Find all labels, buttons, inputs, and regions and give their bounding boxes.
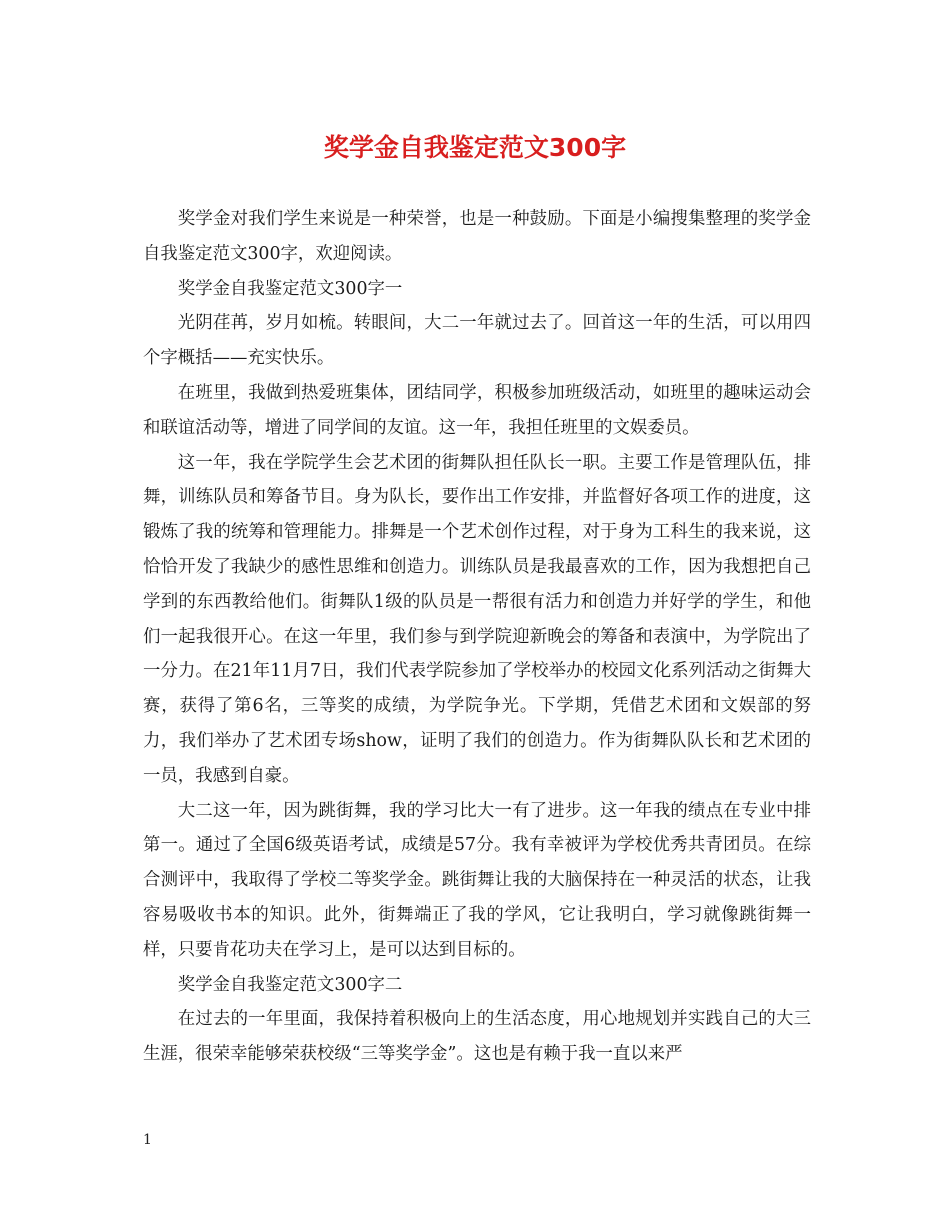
document-title: 奖学金自我鉴定范文300字 (323, 133, 627, 162)
body-paragraph: 这一年，我在学院学生会艺术团的街舞队担任队长一职。主要工作是管理队伍，排舞，训练队员和筹备节目。身为队长，要作出工作安排，并监督好各项工作的进度，这锻炼了我的统筹和管理能力。排舞是一个艺术创作过程，对于身为工科生的我来说，这恰恰开发了我缺少的感性思维和创造力。训练队员是我最喜欢的工作，因为我想把自己学到的东西教给他们。街舞队1级的队员是一帮很有活力和创造力并好学的学生，和他们一起我很开心。在这一年里，我们参与到学院迎新晚会的筹备和表演中，为学院出了一分力。在21年11月7日，我们代表学院参加了学校举办的校园文化系列活动之街舞大赛，获得了第6名，三等奖的成绩，为学院争光。下学期，凭借艺术团和文娱部的努力，我们举办了艺术团专场show，证明了我们的创造力。作为街舞队队长和艺术团的一员，我感到自豪。 (143, 452, 811, 786)
body-paragraph: 在过去的一年里面，我保持着积极向上的生活态度，用心地规划并实践自己的大三生涯，很荣幸能够荣获校级“三等奖学金”。这也是有赖于我一直以来严 (143, 1009, 811, 1065)
body-paragraph: 在班里，我做到热爱班集体，团结同学，积极参加班级活动，如班里的趣味运动会和联谊活动等，增进了同学间的友谊。这一年，我担任班里的文娱委员。 (143, 382, 811, 438)
page-number: 1 (143, 1132, 152, 1148)
section-heading-two: 奖学金自我鉴定范文300字二 (177, 974, 403, 995)
document-body (143, 202, 811, 1072)
body-paragraph: 大二这一年，因为跳街舞，我的学习比大一有了进步。这一年我的绩点在专业中排第一。通过了全国6级英语考试，成绩是57分。我有幸被评为学校优秀共青团员。在综合测评中，我取得了学校二等奖学金。跳街舞让我的大脑保持在一种灵活的状态，让我容易吸收书本的知识。此外，街舞端正了我的学风，它让我明白，学习就像跳街舞一样，只要肯花功夫在学习上，是可以达到目标的。 (143, 800, 811, 960)
intro-paragraph: 奖学金对我们学生来说是一种荣誉，也是一种鼓励。下面是小编搜集整理的奖学金自我鉴定范文300字，欢迎阅读。 (143, 209, 811, 264)
section-heading-one: 奖学金自我鉴定范文300字一 (177, 278, 403, 299)
body-paragraph: 光阴荏苒，岁月如梳。转眼间，大二一年就过去了。回首这一年的生活，可以用四个字概括——充实快乐。 (143, 313, 811, 369)
